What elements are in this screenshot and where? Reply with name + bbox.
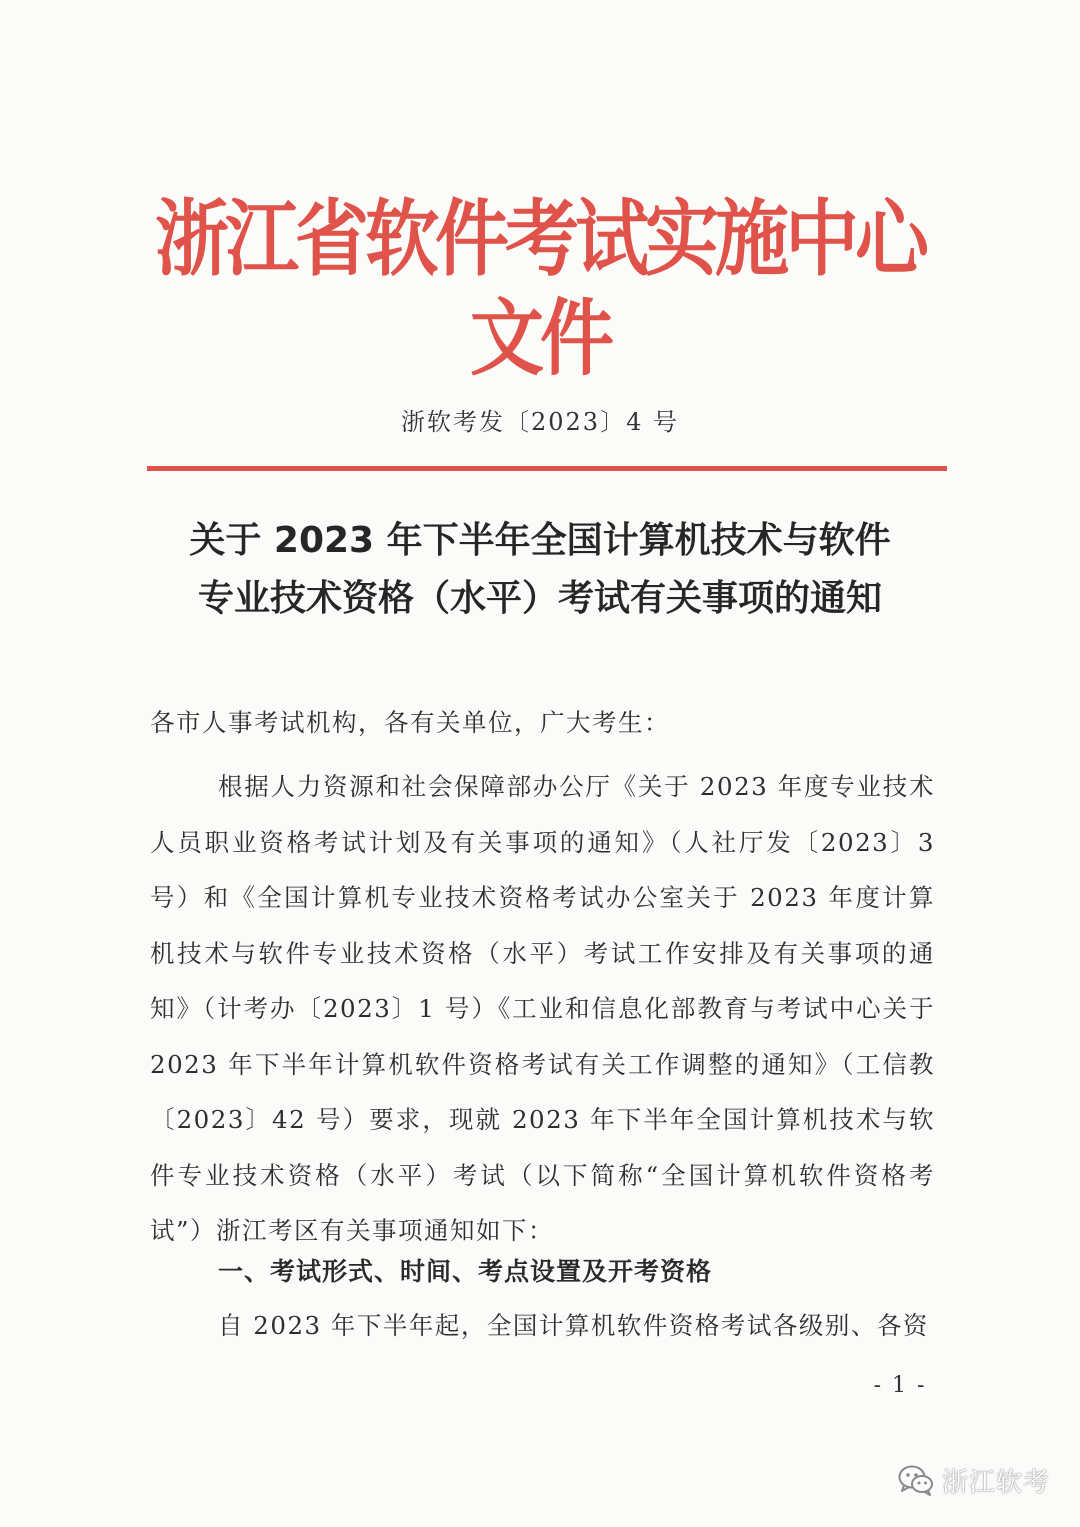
page-number: - 1 - bbox=[873, 1373, 927, 1398]
section-1-heading: 一、考试形式、时间、考点设置及开考资格 bbox=[218, 1257, 713, 1286]
masthead-title: 浙江省软件考试实施中心文件 bbox=[155, 191, 925, 387]
document-number: 浙软考发〔2023〕4 号 bbox=[401, 408, 679, 436]
salutation: 各市人事考试机构，各有关单位，广大考生： bbox=[150, 708, 670, 737]
notice-title bbox=[110, 512, 970, 628]
wechat-icon bbox=[898, 1464, 934, 1496]
paragraph-2: 自 2023 年下半年起，全国计算机软件资格考试各级别、各资 bbox=[218, 1311, 929, 1340]
account-watermark bbox=[898, 1460, 1050, 1500]
paragraph-1: 根据人力资源和社会保障部办公厅《关于 2023 年度专业技术人员职业资格考试计划及有关事项的通知》（人社厅发〔2023〕3 号）和《全国计算机专业技术资格考试办公室关于 2023 年度计算机技术与软件专业技术资格（水平）考试工作安排及有关事项的通知》（计考办〔2023〕1 号）《工业和信息化部教育与考试中心关于 2023 年下半年计算机软件资格考试有关工作调整的通知》（工信教〔2023〕42 号）要求，现就 2023 年下半年全国计算机技术与软件专业技术资格（水平）考试（以下简称“全国计算机软件资格考试”）浙江考区有关事项通知如下： bbox=[150, 772, 935, 1245]
watermark-text: 浙江软考 bbox=[942, 1467, 1051, 1498]
notice-title-line-1: 关于 2023 年下半年全国计算机技术与软件 bbox=[189, 520, 891, 561]
red-divider-line bbox=[147, 466, 947, 471]
notice-title-line-2: 专业技术资格（水平）考试有关事项的通知 bbox=[197, 578, 882, 619]
